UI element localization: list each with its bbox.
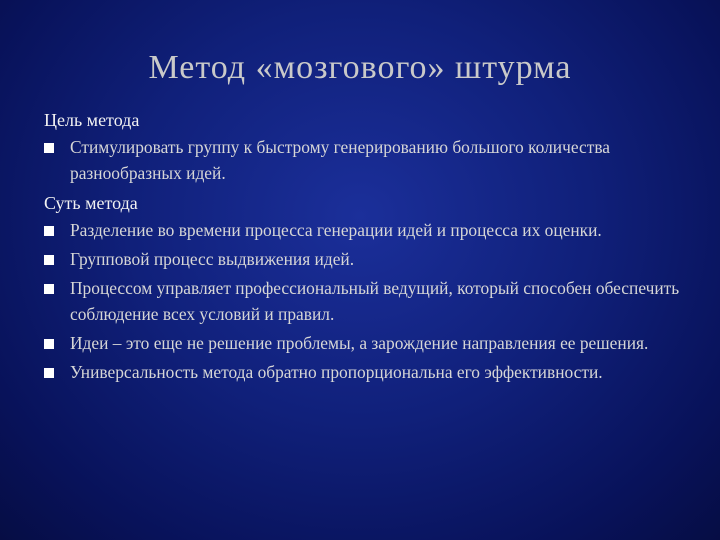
square-bullet-icon — [44, 339, 54, 349]
section-heading-essence: Суть метода — [44, 193, 138, 213]
bullet-text: Универсальность метода обратно пропорциональна его эффективности. — [70, 362, 603, 382]
bullet-text: Групповой процесс выдвижения идей. — [70, 249, 355, 269]
slide-content — [44, 106, 684, 388]
bullet-text: Стимулировать группу к быстрому генерированию большого количества разнообразных идей. — [70, 137, 611, 183]
bullet-item — [44, 330, 684, 356]
bullet-item — [44, 217, 684, 243]
bullet-text: Разделение во времени процесса генерации идей и процесса их оценки. — [70, 220, 602, 240]
slide-title: Метод «мозгового» штурма — [148, 49, 572, 86]
bullet-text: Идеи – это еще не решение проблемы, а зарождение направления ее решения. — [70, 333, 649, 353]
square-bullet-icon — [44, 226, 54, 236]
bullet-item — [44, 134, 684, 186]
bullet-text: Процессом управляет профессиональный ведущий, который способен обеспечить соблюдение всех условий и правил. — [70, 278, 680, 324]
square-bullet-icon — [44, 368, 54, 378]
square-bullet-icon — [44, 255, 54, 265]
bullet-item — [44, 359, 684, 385]
square-bullet-icon — [44, 143, 54, 153]
square-bullet-icon — [44, 284, 54, 294]
section-heading-goal: Цель метода — [44, 110, 140, 130]
bullet-item — [44, 275, 684, 327]
bullet-item — [44, 246, 684, 272]
